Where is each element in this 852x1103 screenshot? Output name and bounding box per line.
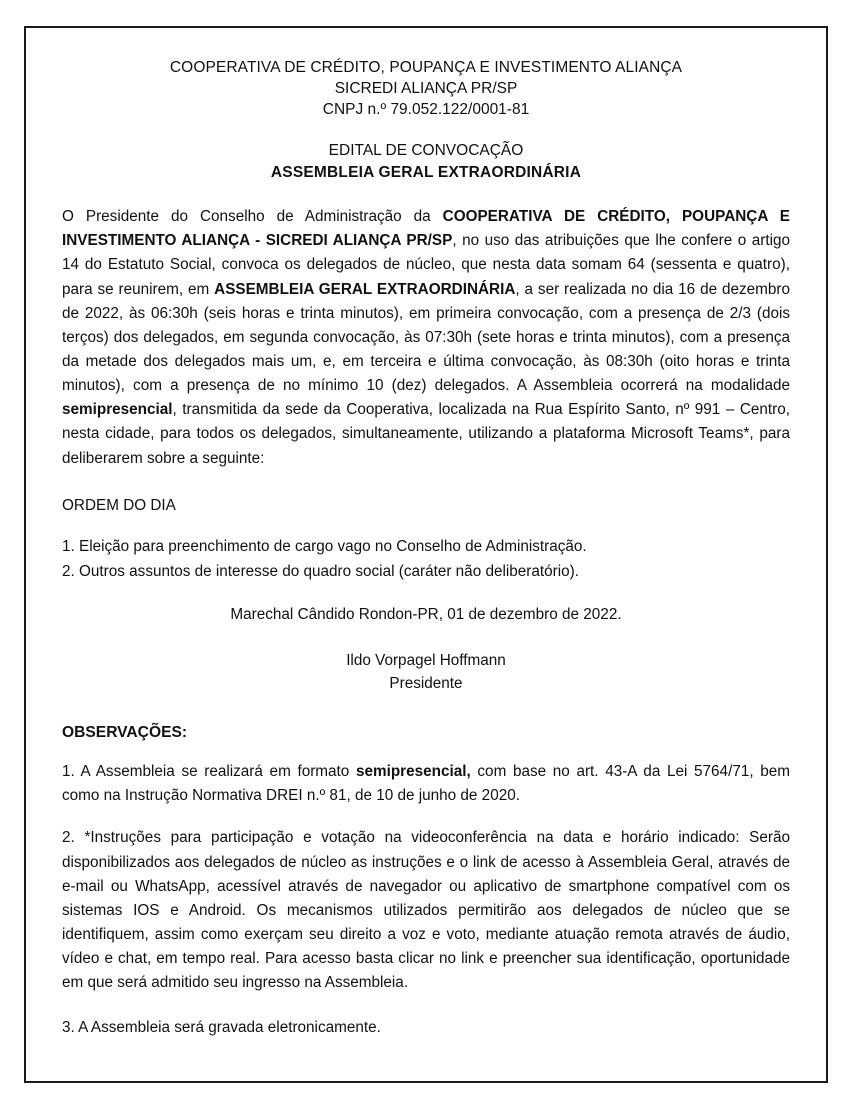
observation-1-bold1: semipresencial, bbox=[355, 763, 471, 781]
main-paragraph-seg3: , a ser realizada no dia 16 de dezembro de 2022, às 06:30h (seis horas e trinta minutos), em primeira convocação, com a presença de 2/3 (dois terços) dos delegados, em segunda convocação, às 07:30h (sete horas e trinta minutos), com a presença da metade dos delegados mais um, e, em terceira e última convocação, às 08:30h (oito horas e trinta minutos), com a presença de no mínimo 10 (dez) delegados. A Assembleia ocorrerá na modalidade bbox=[62, 280, 790, 395]
cooperative-name: COOPERATIVA DE CRÉDITO, POUPANÇA E INVESTIMENTO ALIANÇA bbox=[169, 59, 683, 76]
cooperative-cnpj: CNPJ n.º 79.052.122/0001-81 bbox=[322, 100, 530, 118]
document-frame bbox=[24, 26, 828, 1083]
signatory-role: Presidente bbox=[389, 675, 463, 693]
agenda-label: ORDEM DO DIA bbox=[62, 496, 176, 514]
signatory-name: Ildo Vorpagel Hoffmann bbox=[346, 652, 506, 670]
observations-title: OBSERVAÇÕES: bbox=[62, 724, 188, 742]
place-and-date: Marechal Cândido Rondon-PR, 01 de dezembro de 2022. bbox=[230, 606, 622, 624]
main-paragraph bbox=[62, 205, 790, 471]
main-paragraph-bold2: ASSEMBLEIA GERAL EXTRAORDINÁRIA bbox=[214, 280, 516, 298]
main-paragraph-seg2: , no uso das atribuições que lhe confere o artigo 14 do Estatuto Social, convoca os delegados de núcleo, que nesta data somam 64 (sessenta e quatro), para se reunirem, em bbox=[62, 232, 791, 298]
cooperative-branch: SICREDI ALIANÇA PR/SP bbox=[334, 79, 518, 97]
main-paragraph-seg1: O Presidente do Conselho de Administração da bbox=[62, 208, 443, 226]
agenda-item: 1. Eleição para preenchimento de cargo vago no Conselho de Administração. bbox=[62, 537, 587, 555]
main-paragraph-bold3: semipresencial bbox=[62, 401, 173, 419]
document-subheader bbox=[62, 140, 790, 183]
observation-1-seg1: 1. A Assembleia se realizará em formato bbox=[62, 763, 356, 781]
notice-type: EDITAL DE CONVOCAÇÃO bbox=[328, 142, 524, 160]
agenda-list bbox=[62, 535, 790, 585]
assembly-type: ASSEMBLEIA GERAL EXTRAORDINÁRIA bbox=[270, 163, 582, 181]
observation-item-3: 3. A Assembleia será gravada eletronicamente. bbox=[62, 1018, 381, 1036]
observation-1-seg2: com base no art. 43-A da Lei 5764/71, bem como na Instrução Normativa DREI n.º 81, de 10 de junho de 2020. bbox=[62, 763, 790, 805]
document-header bbox=[62, 58, 790, 120]
signature-block bbox=[62, 650, 790, 696]
observation-item-2: 2. *Instruções para participação e votação na videoconferência na data e horário indicado: Serão disponibilizados aos delegados de núcleo as instruções e o link de acesso à Assembleia Geral, através de e-mail ou WhatsApp, acessível através de navegador ou aplicativo de smartphone compatível com os sistemas IOS e Android. Os mecanismos utilizados permitirão aos delegados de núcleo que se identifiquem, assim como exerçam seu direito a voz e voto, mediante atuação remota através de áudio, vídeo e chat, em tempo real. Para acesso basta clicar no link e preencher sua identificação, oportunidade em que será admitido seu ingresso na Assembleia. bbox=[62, 829, 790, 992]
main-paragraph-bold1: COOPERATIVA DE CRÉDITO, POUPANÇA E INVESTIMENTO ALIANÇA - SICREDI ALIANÇA PR/SP bbox=[62, 208, 791, 250]
agenda-item: 2. Outros assuntos de interesse do quadro social (caráter não deliberatório). bbox=[62, 562, 579, 580]
observation-item-1 bbox=[62, 760, 790, 808]
main-paragraph-seg4: , transmitida da sede da Cooperativa, localizada na Rua Espírito Santo, nº 991 – Centro, nesta cidade, para todos os delegados, simultaneamente, utilizando a plataforma Microsoft Teams*, para deliberarem sobre a seguinte: bbox=[62, 401, 790, 467]
